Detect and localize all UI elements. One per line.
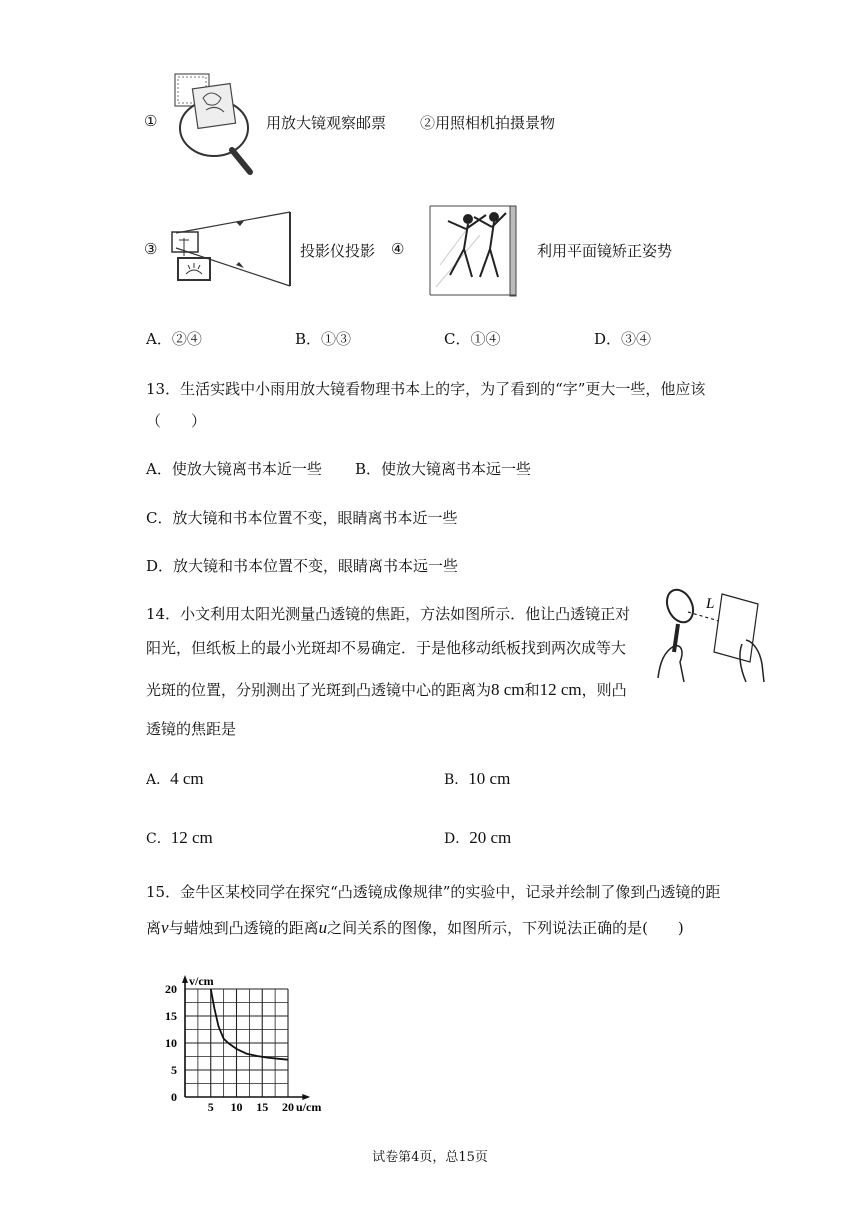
item-number-4: ④	[391, 240, 405, 258]
y-tick-label: 10	[165, 1036, 177, 1050]
q14-line-1: 14．小文利用太阳光测量凸透镜的焦距，方法如图所示．他让凸透镜正对	[146, 605, 631, 623]
y-tick-label: 0	[171, 1090, 177, 1104]
q15-line-1: 15．金牛区某校同学在探究“凸透镜成像规律”的实验中，记录并绘制了像到凸透镜的距	[146, 883, 721, 901]
item-text-3: 投影仪投影	[300, 242, 376, 260]
q14-distance-1: 8 cm	[491, 680, 525, 699]
item-text-2: ②用照相机拍摄景物	[420, 114, 556, 132]
item-number-3: ③	[144, 240, 158, 258]
option-text: 12 cm	[170, 828, 213, 847]
option-letter: C．	[444, 330, 471, 348]
option-text: 20 cm	[469, 828, 512, 847]
q14-distance-2: 12 cm	[539, 680, 582, 699]
option-text: ③④	[621, 330, 652, 348]
option-letter: B．	[444, 772, 469, 788]
q15-text-a: 离	[146, 919, 162, 937]
q14-line-4: 透镜的焦距是	[146, 720, 237, 738]
option-text: 10 cm	[468, 769, 511, 788]
option-letter: A．	[146, 330, 172, 348]
option-text: 使放大镜离书本远一些	[381, 460, 532, 478]
option-letter: B．	[355, 460, 382, 478]
option-text: 放大镜和书本位置不变，眼睛离书本近一些	[172, 509, 458, 527]
y-axis-arrow	[182, 975, 188, 983]
option-letter: C．	[146, 509, 173, 527]
chart-grid	[185, 989, 288, 1097]
q14-line-2: 阳光，但纸板上的最小光斑却不易确定．于是他移动纸板找到两次成等大	[146, 639, 627, 657]
q14-and: 和	[524, 681, 540, 699]
option-text: ②④	[171, 330, 202, 348]
x-tick-label: 10	[230, 1100, 243, 1114]
y-axis-label: v/cm	[189, 974, 214, 988]
option-text: 4 cm	[170, 769, 204, 788]
y-tick-label: 20	[165, 982, 177, 996]
option-text: ①③	[321, 330, 352, 348]
y-tick-label: 5	[171, 1063, 177, 1077]
q13-answer-paren: （ ）	[146, 412, 207, 430]
q15-var-v: v	[161, 918, 169, 937]
option-letter: D．	[146, 557, 174, 575]
item-text-1: 用放大镜观察邮票	[266, 114, 387, 132]
q15-text-c: 之间关系的图像，如图所示，下列说法正确的是( )	[327, 919, 684, 937]
x-axis-label: u/cm	[296, 1100, 322, 1114]
q15-text-b: 与蜡烛到凸透镜的距离	[168, 919, 319, 937]
option-letter: D．	[594, 330, 622, 348]
option-text: ①④	[470, 330, 501, 348]
q13-stem: 13．生活实践中小雨用放大镜看物理书本上的字，为了看到的“字”更大一些，他应该	[146, 380, 706, 398]
x-tick-label: 5	[207, 1100, 214, 1114]
figure-label-l: L	[706, 596, 715, 612]
option-letter: D．	[444, 831, 470, 847]
page-footer: 试卷第4页，总15页	[372, 1150, 488, 1165]
item-text-4: 利用平面镜矫正姿势	[537, 242, 673, 260]
q15-var-u: u	[318, 918, 328, 937]
q14-line-3-tail: ，则凸	[581, 681, 627, 699]
y-tick-label: 15	[165, 1009, 177, 1023]
option-text: 放大镜和书本位置不变，眼睛离书本远一些	[173, 557, 459, 575]
item-number-1: ①	[144, 112, 158, 130]
option-letter: B．	[295, 330, 322, 348]
x-tick-label: 15	[256, 1100, 269, 1114]
option-text: 使放大镜离书本近一些	[171, 460, 322, 478]
q14-line-3-text: 光斑的位置，分别测出了光斑到凸透镜中心的距离为	[146, 681, 492, 699]
x-tick-label: 20	[282, 1100, 294, 1114]
option-letter: A．	[146, 460, 172, 478]
option-letter: A．	[146, 772, 171, 788]
option-letter: C．	[146, 831, 171, 847]
chart-axes	[182, 974, 321, 1114]
